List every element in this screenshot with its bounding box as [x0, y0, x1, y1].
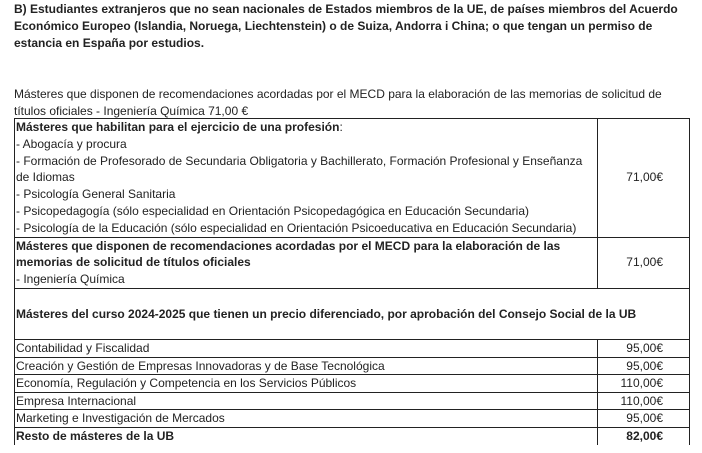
group-mecd-price: 71,00€ — [598, 237, 690, 288]
program-price: 95,00€ — [598, 357, 690, 375]
group-habilitan-cell — [15, 119, 598, 238]
table-row — [15, 357, 690, 375]
rest-price: 82,00€ — [598, 427, 690, 444]
program-name: Economía, Regulación y Competencia en los Servicios Públicos — [15, 375, 598, 393]
table-row — [15, 410, 690, 428]
group-mecd-cell — [15, 237, 598, 288]
program-price: 95,00€ — [598, 410, 690, 428]
table-row — [15, 375, 690, 393]
banner-row — [15, 288, 690, 339]
group-habilitan-row — [15, 119, 690, 238]
list-item: - Psicología de la Educación (sólo especialidad en Orientación Psicoeducativa en Educación Secundaria) — [16, 220, 577, 235]
list-item: - Psicopedagogía (sólo especialidad en Orientación Psicopedagógica en Educación Secundaria) — [16, 203, 529, 218]
group-mecd-row — [15, 237, 690, 288]
rest-name: Resto de másteres de la UB — [15, 427, 598, 444]
program-price: 110,00€ — [598, 392, 690, 410]
program-name: Contabilidad y Fiscalidad — [15, 339, 598, 357]
group-habilitan-price: 71,00€ — [598, 119, 690, 238]
program-price: 110,00€ — [598, 375, 690, 393]
program-name: Empresa Internacional — [15, 392, 598, 410]
group-habilitan-colon: : — [339, 120, 343, 134]
list-item: - Ingeniería Química — [16, 272, 125, 287]
list-item: - Abogacía y procura — [16, 136, 127, 151]
rest-row — [15, 427, 690, 444]
list-item: - Psicología General Sanitaria — [16, 187, 176, 202]
program-name: Creación y Gestión de Empresas Innovadoras y de Base Tecnológica — [15, 357, 598, 375]
table-row — [15, 339, 690, 357]
program-price: 95,00€ — [598, 339, 690, 357]
group-mecd-title: Másteres que disponen de recomendaciones acordadas por el MECD para la elaboración de las memorias de solicitud de títulos oficiales — [16, 238, 561, 270]
list-item: - Formación de Profesorado de Secundaria Obligatoria y Bachillerato, Formación Profesional y Enseñanza de Idiomas — [16, 153, 583, 185]
banner-cell: Másteres del curso 2024-2025 que tienen un precio diferenciado, por aprobación del Consejo Social de la UB — [15, 288, 690, 339]
fees-table — [14, 118, 690, 445]
table-row — [15, 392, 690, 410]
program-name: Marketing e Investigación de Mercados — [15, 410, 598, 428]
section-heading: B) Estudiantes extranjeros que no sean nacionales de Estados miembros de la UE, de países miembros del Acuerdo Económico Europeo (Islandia, Noruega, Liechtenstein) o de Suiza, Andorra i China; o que tengan un permiso de estancia en España por estudios. — [14, 2, 678, 50]
group-habilitan-title: Másteres que habilitan para el ejercicio de una profesión — [16, 120, 340, 134]
intro-paragraph: Másteres que disponen de recomendaciones acordadas por el MECD para la elaboración de las memorias de solicitud de títulos oficiales - Ingeniería Química 71,00 € — [14, 87, 662, 118]
